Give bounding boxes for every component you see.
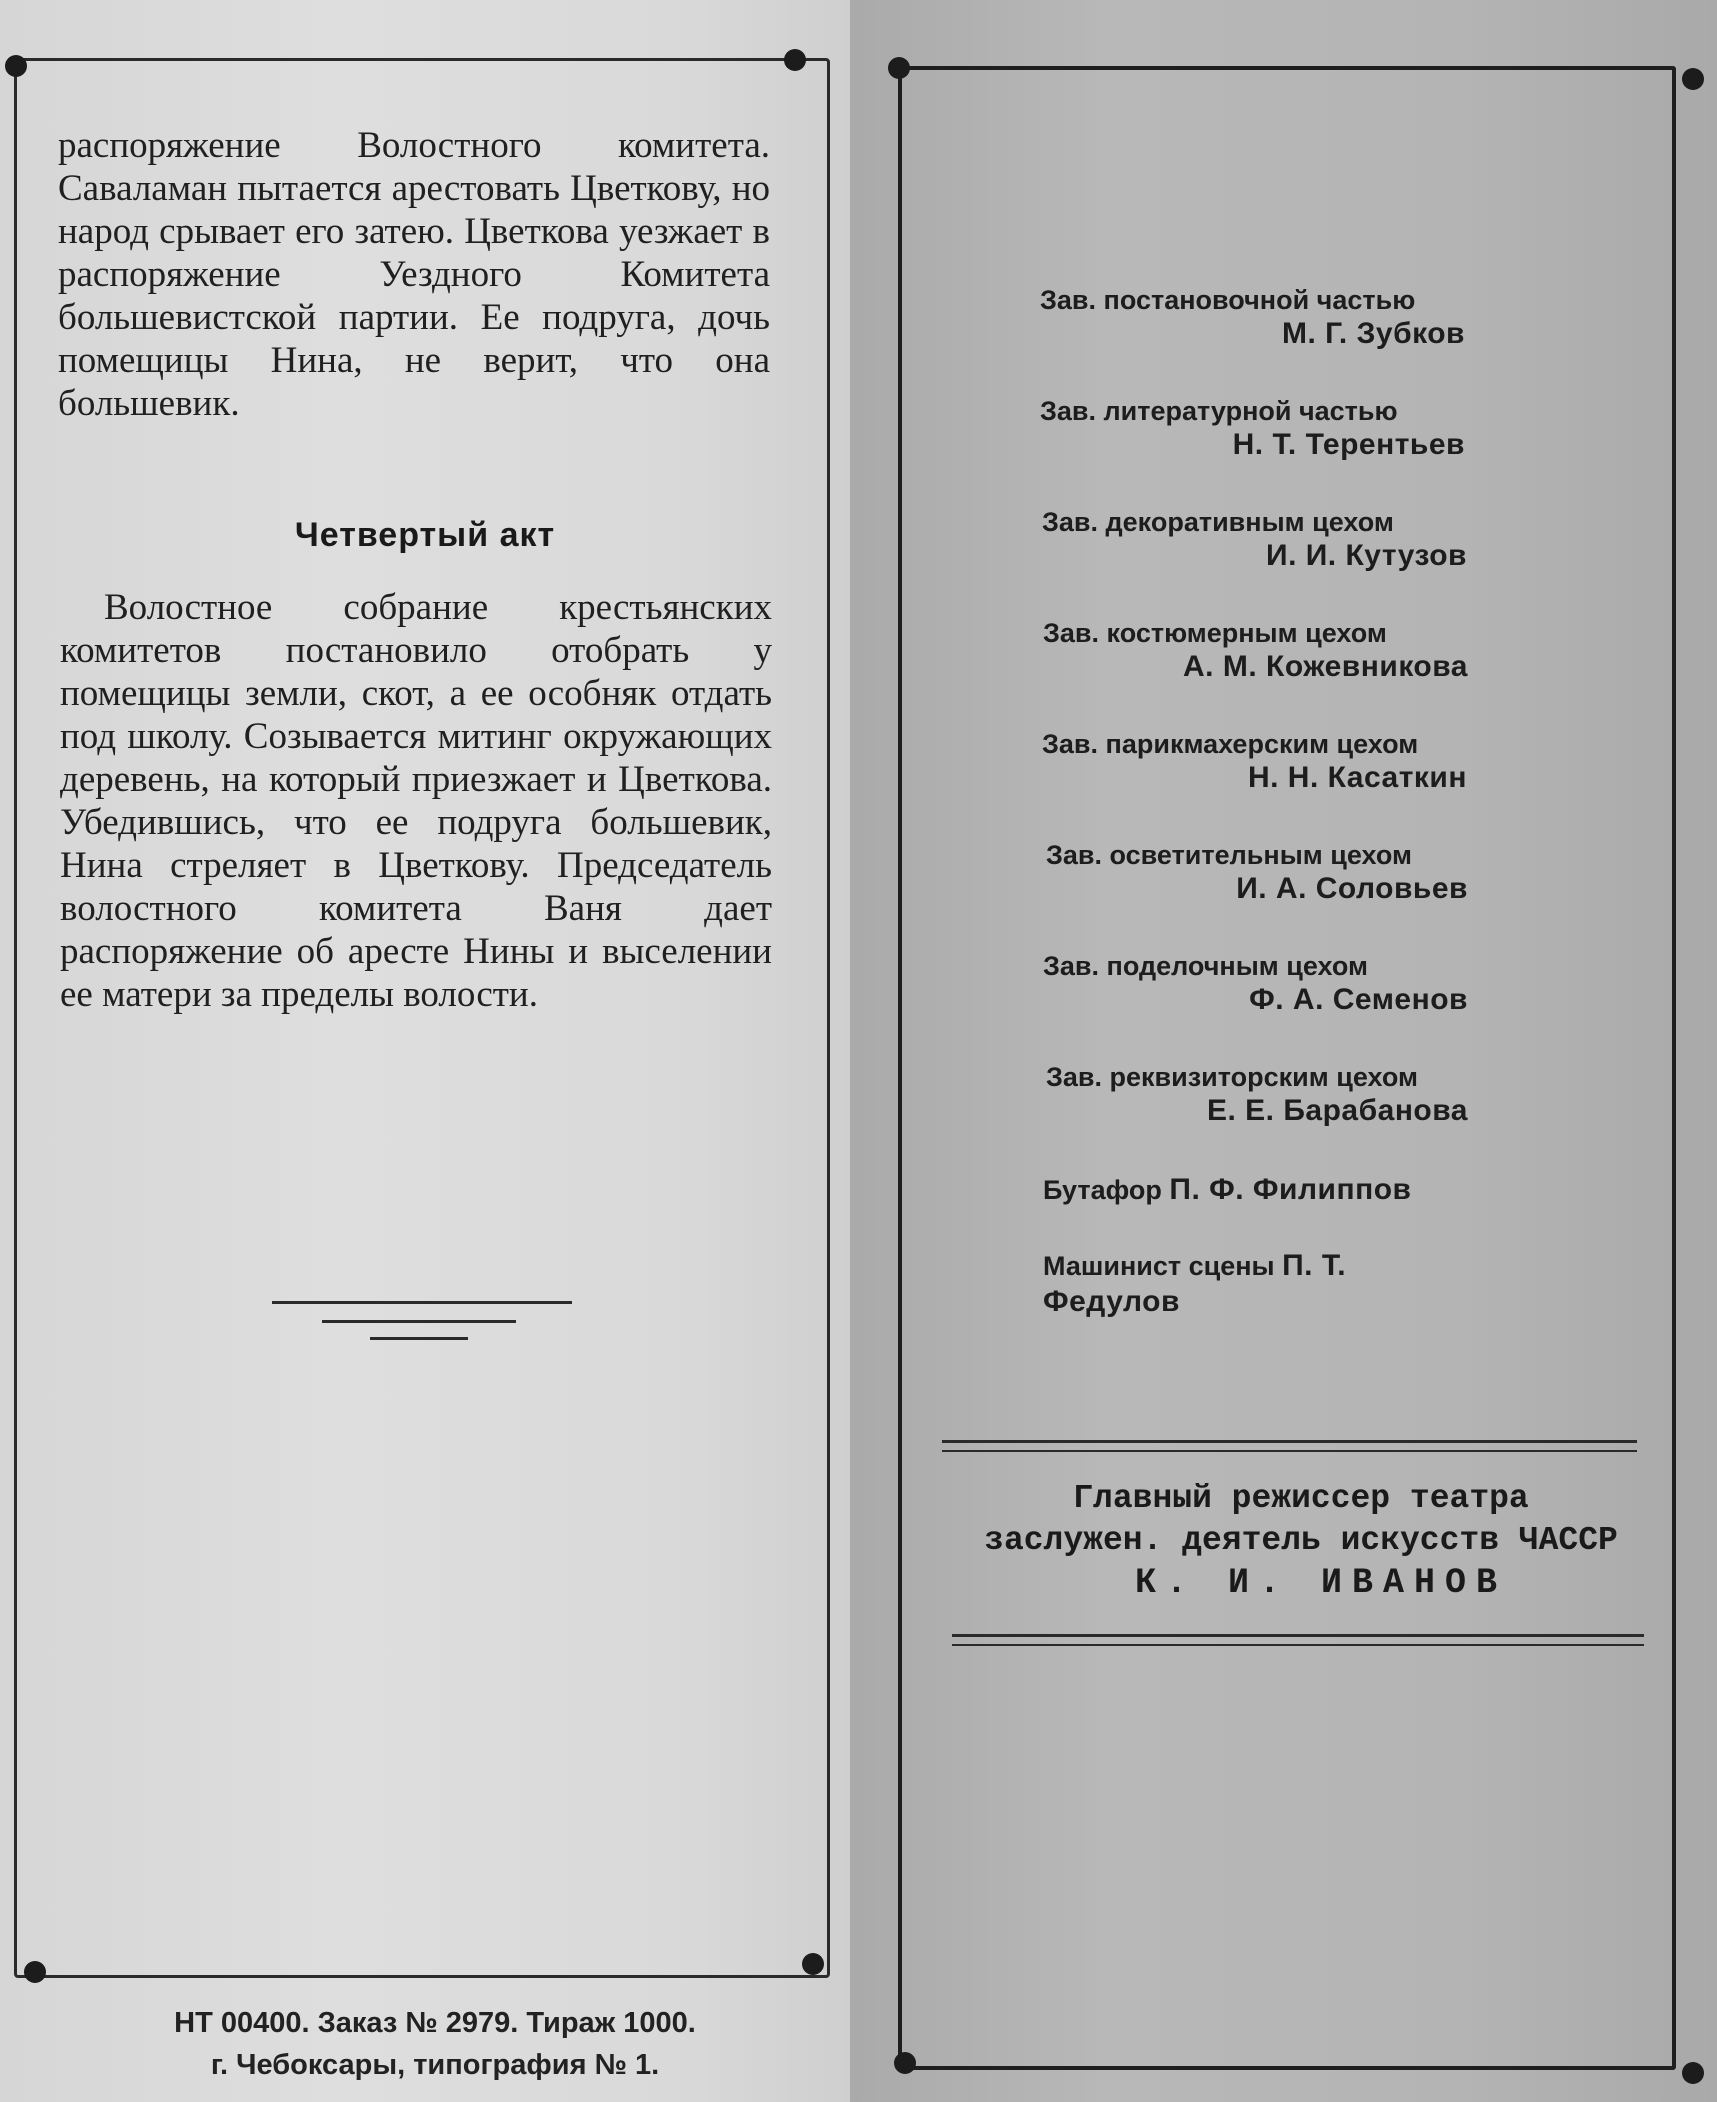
- staff-role: Зав. парикмахерским цехом: [1042, 729, 1419, 759]
- staff-person: М. Г. Зубков: [1282, 317, 1465, 350]
- staff-role: Зав. осветительным цехом: [1046, 840, 1412, 870]
- decorative-rule: [952, 1644, 1644, 1646]
- chief-director-block: [936, 1478, 1666, 1604]
- staff-entry: [1040, 395, 1465, 463]
- staff-person: П. Т. Федулов: [1043, 1249, 1347, 1318]
- staff-person: П. Ф. Филиппов: [1169, 1173, 1412, 1206]
- staff-role: Бутафор: [1043, 1175, 1170, 1205]
- frame-corner-dot: [888, 57, 910, 79]
- frame-corner-dot: [24, 1961, 46, 1983]
- frame-corner-dot: [1682, 68, 1704, 90]
- frame-corner-dot: [784, 49, 806, 71]
- staff-person: Н. Н. Касаткин: [1247, 761, 1467, 794]
- decorative-rule: [942, 1440, 1637, 1443]
- staff-entry: [1046, 1061, 1468, 1129]
- staff-person: А. М. Кожевникова: [1183, 650, 1468, 683]
- decorative-rule: [272, 1301, 572, 1304]
- print-imprint: [40, 2002, 830, 2086]
- staff-role: Зав. литературной частью: [1040, 396, 1398, 426]
- act-paragraph: Волостное собрание крестьянских комитетов постановило отобрать у помещицы земли, скот, а ее особняк отдать под школу. Созывается митинг окружающих деревень, на который приезжает и Цветкова. Убедившись, что ее подруга большевик, Нина стреляет в Цветкову. Председатель волостного комитета Ваня дает распоряжение об аресте Нины и выселении ее матери за пределы волости.: [60, 587, 772, 1015]
- staff-person: И. И. Кутузов: [1266, 539, 1467, 572]
- decorative-rule: [370, 1337, 468, 1340]
- decorative-rule: [322, 1320, 516, 1323]
- imprint-line-2: г. Чебоксары, типография № 1.: [210, 2049, 660, 2081]
- frame-corner-dot: [1682, 2062, 1704, 2084]
- director-honorific: заслужен. деятель искусств ЧАССР: [984, 1522, 1618, 1559]
- director-name: К. И. ИВАНОВ: [1134, 1563, 1508, 1603]
- staff-role: Машинист сцены: [1043, 1251, 1283, 1281]
- act-title: Четвертый акт: [294, 516, 556, 554]
- staff-entry: [1042, 728, 1467, 796]
- frame-corner-dot: [5, 55, 27, 77]
- staff-entry: [1043, 617, 1468, 685]
- staff-person: Ф. А. Семенов: [1249, 983, 1468, 1016]
- imprint-line-1: НТ 00400. Заказ № 2979. Тираж 1000.: [174, 2007, 696, 2039]
- frame-corner-dot: [894, 2052, 916, 2074]
- director-title: Главный режиссер театра: [1073, 1480, 1529, 1517]
- staff-entry: [1043, 1172, 1483, 1208]
- left-page: [0, 0, 850, 2102]
- staff-person: И. А. Соловьев: [1236, 872, 1468, 905]
- intro-paragraph: [58, 124, 770, 425]
- staff-entry: [1043, 1248, 1483, 1320]
- staff-entry: [1042, 506, 1467, 574]
- intro-paragraph-text: распоряжение Волостного комитета. Саваламан пытается арестовать Цветкову, но народ срывает его затею. Цветкова уезжает в распоряжение Уездного Комитета большевистской партии. Ее подруга, дочь помещицы Нина, не верит, что она большевик.: [58, 125, 770, 424]
- staff-role: Зав. постановочной частью: [1040, 285, 1416, 315]
- staff-entry: [1040, 284, 1465, 352]
- staff-entry: [1043, 950, 1468, 1018]
- right-page: [850, 0, 1717, 2102]
- staff-person: Е. Е. Барабанова: [1206, 1094, 1468, 1127]
- decorative-rule: [952, 1634, 1644, 1637]
- decorative-rule: [942, 1450, 1637, 1452]
- frame-corner-dot: [802, 1953, 824, 1975]
- staff-entry: [1046, 839, 1468, 907]
- staff-person: Н. Т. Терентьев: [1232, 428, 1465, 461]
- staff-role: Зав. костюмерным цехом: [1043, 618, 1387, 648]
- staff-role: Зав. поделочным цехом: [1043, 951, 1368, 981]
- staff-role: Зав. декоративным цехом: [1042, 507, 1394, 537]
- staff-role: Зав. реквизиторским цехом: [1046, 1062, 1418, 1092]
